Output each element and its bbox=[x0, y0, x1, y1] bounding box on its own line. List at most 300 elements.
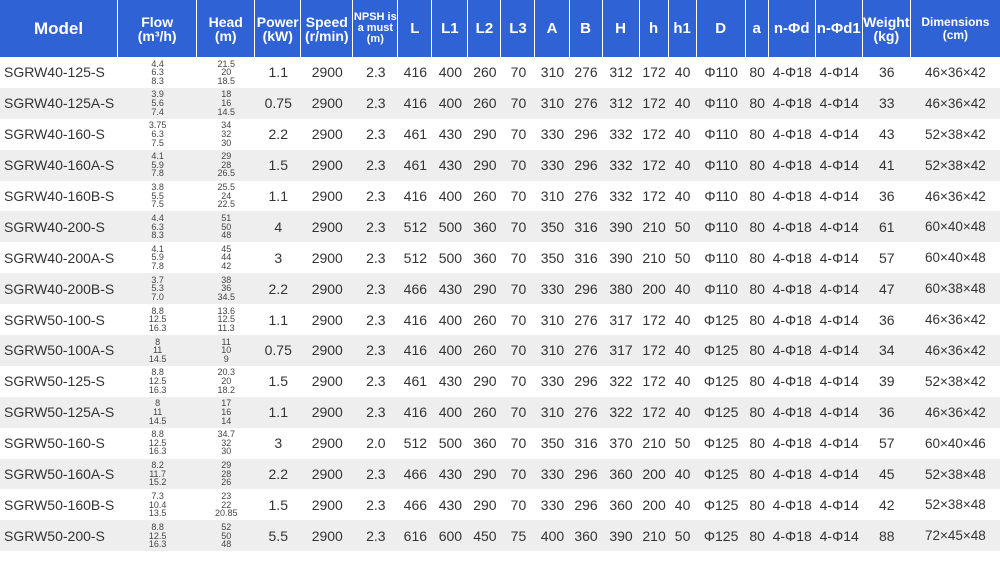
cell-value-line: 7.8 bbox=[151, 168, 164, 179]
cell-h: 380 bbox=[603, 273, 640, 304]
cell-h: 332 bbox=[603, 119, 640, 150]
cell-l3: 70 bbox=[501, 181, 535, 212]
cell-power: 3 bbox=[255, 242, 301, 273]
cell-flow bbox=[118, 397, 197, 428]
cell-weight: 39 bbox=[863, 366, 911, 397]
cell-flow bbox=[118, 520, 197, 551]
cell-weight: 57 bbox=[863, 242, 911, 273]
cell-d: Φ110 bbox=[697, 57, 746, 88]
cell-head bbox=[197, 150, 255, 181]
cell-value-line: 22.5 bbox=[217, 199, 235, 210]
cell-l1: 500 bbox=[432, 242, 468, 273]
cell-model: SGRW50-160A-S bbox=[0, 459, 118, 490]
cell-h: 172 bbox=[640, 181, 669, 212]
cell-value-line: 32 bbox=[221, 128, 232, 139]
cell-a: 80 bbox=[746, 397, 769, 428]
cell-b: 296 bbox=[570, 459, 603, 490]
cell-value-line: 11 bbox=[221, 336, 231, 347]
cell-h: 322 bbox=[603, 397, 640, 428]
column-header-l3 bbox=[501, 0, 535, 57]
cell-value-line: 51 bbox=[221, 213, 232, 223]
column-header-l bbox=[398, 0, 432, 57]
cell-npsh: 2.3 bbox=[353, 242, 398, 273]
cell-value-line: 7.4 bbox=[151, 106, 164, 117]
cell-h: 210 bbox=[640, 520, 669, 551]
cell-l: 416 bbox=[398, 57, 432, 88]
cell-model: SGRW40-200B-S bbox=[0, 273, 118, 304]
cell-power: 1.1 bbox=[255, 181, 301, 212]
cell-dims: 46×36×42 bbox=[911, 88, 1000, 119]
cell-l: 466 bbox=[398, 489, 432, 520]
cell-value-line: 4.4 bbox=[151, 213, 164, 223]
cell-model: SGRW40-125-S bbox=[0, 57, 118, 88]
cell-value-line: 7.0 bbox=[151, 291, 164, 302]
cell-l: 416 bbox=[398, 181, 432, 212]
cell-b: 276 bbox=[570, 397, 603, 428]
cell-a: 80 bbox=[746, 57, 769, 88]
cell-b: 276 bbox=[570, 57, 603, 88]
cell-l3: 70 bbox=[501, 335, 535, 366]
cell-dims: 60×40×48 bbox=[911, 211, 1000, 242]
cell-l: 416 bbox=[398, 397, 432, 428]
cell-model: SGRW40-125A-S bbox=[0, 88, 118, 119]
cell-value-line: 14.5 bbox=[148, 353, 167, 364]
cell-l2: 290 bbox=[468, 366, 501, 397]
cell-value-line: 14 bbox=[221, 415, 232, 426]
cell-npsh: 2.3 bbox=[353, 489, 398, 520]
cell-weight: 33 bbox=[863, 88, 911, 119]
cell-value-line: 13.6 bbox=[217, 305, 235, 316]
cell-npsh: 2.0 bbox=[353, 428, 398, 459]
cell-value-line: 11 bbox=[152, 345, 163, 356]
cell-b: 276 bbox=[570, 335, 603, 366]
cell-value-line: 29 bbox=[221, 460, 232, 471]
column-header-line: (m) bbox=[214, 27, 237, 44]
cell-power: 4 bbox=[255, 211, 301, 242]
column-header-line: (m³/h) bbox=[137, 27, 177, 44]
cell-value-line: 25.5 bbox=[217, 182, 235, 193]
cell-l2: 290 bbox=[468, 273, 501, 304]
cell-value-line: 8.8 bbox=[151, 367, 164, 378]
table-row bbox=[0, 397, 1000, 428]
cell-weight: 36 bbox=[863, 181, 911, 212]
cell-value-line: 48 bbox=[221, 230, 232, 241]
cell-h: 210 bbox=[640, 211, 669, 242]
column-header-line: a bbox=[752, 19, 761, 37]
cell-value-line: 7.3 bbox=[151, 491, 164, 502]
cell-h: 312 bbox=[603, 88, 640, 119]
cell-head bbox=[197, 57, 255, 88]
cell-power: 3 bbox=[255, 428, 301, 459]
cell-model: SGRW40-160B-S bbox=[0, 181, 118, 212]
cell-nd1: 4-Φ14 bbox=[816, 397, 863, 428]
cell-head bbox=[197, 273, 255, 304]
column-header-line: (kg) bbox=[873, 27, 900, 44]
cell-nd1: 4-Φ14 bbox=[816, 459, 863, 490]
cell-value-line: 20 bbox=[221, 67, 232, 78]
cell-nd: 4-Φ18 bbox=[769, 304, 816, 335]
cell-value-line: 5.9 bbox=[151, 159, 164, 170]
cell-h: 172 bbox=[640, 88, 669, 119]
cell-h: 360 bbox=[603, 459, 640, 490]
cell-nd1: 4-Φ14 bbox=[816, 520, 863, 551]
table-row bbox=[0, 88, 1000, 119]
cell-power: 1.5 bbox=[255, 489, 301, 520]
cell-power: 1.5 bbox=[255, 150, 301, 181]
table-row bbox=[0, 181, 1000, 212]
cell-flow bbox=[118, 150, 197, 181]
cell-nd: 4-Φ18 bbox=[769, 119, 816, 150]
cell-head bbox=[197, 397, 255, 428]
cell-head bbox=[197, 335, 255, 366]
cell-weight: 43 bbox=[863, 119, 911, 150]
cell-nd: 4-Φ18 bbox=[769, 366, 816, 397]
column-header-line: L1 bbox=[441, 19, 459, 37]
cell-nd1: 4-Φ14 bbox=[816, 211, 863, 242]
cell-value-line: 16.3 bbox=[148, 446, 167, 457]
cell-weight: 36 bbox=[863, 397, 911, 428]
cell-value-line: 24 bbox=[221, 190, 232, 201]
cell-npsh: 2.3 bbox=[353, 88, 398, 119]
cell-d: Φ125 bbox=[697, 520, 746, 551]
column-header-line: a must bbox=[357, 22, 394, 34]
cell-value-line: 4.4 bbox=[151, 58, 164, 69]
cell-l: 416 bbox=[398, 335, 432, 366]
cell-dims: 60×40×46 bbox=[911, 428, 1000, 459]
cell-value-line: 23 bbox=[221, 491, 232, 502]
cell-value-line: 34.5 bbox=[217, 291, 235, 302]
cell-l1: 400 bbox=[432, 335, 468, 366]
cell-h1: 50 bbox=[669, 428, 697, 459]
cell-nd: 4-Φ18 bbox=[769, 335, 816, 366]
table-row bbox=[0, 242, 1000, 273]
cell-dims: 46×36×42 bbox=[911, 335, 1000, 366]
cell-nd: 4-Φ18 bbox=[769, 211, 816, 242]
cell-l: 461 bbox=[398, 119, 432, 150]
cell-power: 2.2 bbox=[255, 273, 301, 304]
table-row bbox=[0, 366, 1000, 397]
cell-h: 317 bbox=[603, 335, 640, 366]
cell-a: 330 bbox=[535, 366, 569, 397]
cell-a: 350 bbox=[535, 242, 569, 273]
column-header-line: Weight bbox=[863, 13, 910, 30]
cell-value-line: 18.2 bbox=[217, 384, 235, 395]
cell-speed: 2900 bbox=[301, 459, 353, 490]
table-row bbox=[0, 489, 1000, 520]
column-header-a bbox=[746, 0, 769, 57]
cell-value-line: 6.3 bbox=[151, 221, 164, 232]
cell-head bbox=[197, 211, 255, 242]
cell-h1: 50 bbox=[669, 520, 697, 551]
cell-h: 332 bbox=[603, 150, 640, 181]
cell-speed: 2900 bbox=[301, 242, 353, 273]
cell-value-line: 34 bbox=[221, 120, 232, 131]
column-header-b bbox=[570, 0, 603, 57]
cell-a: 310 bbox=[535, 88, 569, 119]
cell-l2: 450 bbox=[468, 520, 501, 551]
column-header-line: B bbox=[580, 19, 591, 37]
cell-value-line: 50 bbox=[221, 530, 232, 541]
cell-h1: 40 bbox=[669, 150, 697, 181]
cell-weight: 41 bbox=[863, 150, 911, 181]
cell-nd1: 4-Φ14 bbox=[816, 181, 863, 212]
cell-flow bbox=[118, 57, 197, 88]
cell-nd1: 4-Φ14 bbox=[816, 428, 863, 459]
cell-value-line: 32 bbox=[221, 437, 232, 448]
cell-weight: 36 bbox=[863, 304, 911, 335]
cell-l2: 260 bbox=[468, 397, 501, 428]
cell-d: Φ125 bbox=[697, 397, 746, 428]
cell-model: SGRW40-200-S bbox=[0, 211, 118, 242]
cell-value-line: 5.6 bbox=[151, 98, 164, 109]
cell-l3: 70 bbox=[501, 242, 535, 273]
cell-b: 276 bbox=[570, 304, 603, 335]
cell-head bbox=[197, 304, 255, 335]
column-header-line: h1 bbox=[673, 19, 691, 37]
cell-model: SGRW50-200-S bbox=[0, 520, 118, 551]
cell-head bbox=[197, 181, 255, 212]
cell-flow bbox=[118, 428, 197, 459]
cell-speed: 2900 bbox=[301, 335, 353, 366]
cell-l3: 70 bbox=[501, 273, 535, 304]
cell-value-line: 8.8 bbox=[151, 305, 164, 316]
cell-a: 80 bbox=[746, 119, 769, 150]
cell-model: SGRW40-160A-S bbox=[0, 150, 118, 181]
cell-b: 316 bbox=[570, 428, 603, 459]
column-header-line: NPSH is bbox=[353, 11, 397, 23]
cell-value-line: 48 bbox=[221, 539, 232, 550]
cell-l: 466 bbox=[398, 459, 432, 490]
cell-value-line: 12.5 bbox=[148, 530, 167, 541]
cell-a: 350 bbox=[535, 211, 569, 242]
cell-a: 80 bbox=[746, 489, 769, 520]
cell-a: 400 bbox=[535, 520, 569, 551]
cell-nd: 4-Φ18 bbox=[769, 397, 816, 428]
cell-l1: 400 bbox=[432, 57, 468, 88]
cell-value-line: 22 bbox=[221, 499, 232, 510]
cell-a: 80 bbox=[746, 335, 769, 366]
cell-value-line: 8.3 bbox=[151, 230, 164, 241]
cell-nd1: 4-Φ14 bbox=[816, 57, 863, 88]
cell-value-line: 7.5 bbox=[151, 199, 164, 210]
cell-speed: 2900 bbox=[301, 489, 353, 520]
cell-a: 310 bbox=[535, 397, 569, 428]
cell-value-line: 5.3 bbox=[151, 283, 164, 294]
cell-value-line: 3.8 bbox=[151, 182, 164, 193]
cell-speed: 2900 bbox=[301, 428, 353, 459]
cell-a: 80 bbox=[746, 150, 769, 181]
cell-d: Φ110 bbox=[697, 88, 746, 119]
cell-value-line: 16.3 bbox=[148, 384, 167, 395]
cell-value-line: 11 bbox=[152, 406, 163, 417]
cell-nd: 4-Φ18 bbox=[769, 489, 816, 520]
cell-flow bbox=[118, 242, 197, 273]
cell-a: 310 bbox=[535, 181, 569, 212]
column-header-line: L2 bbox=[475, 19, 494, 37]
cell-h: 200 bbox=[640, 459, 669, 490]
cell-value-line: 52 bbox=[221, 521, 232, 532]
cell-nd1: 4-Φ14 bbox=[816, 489, 863, 520]
cell-value-line: 13.5 bbox=[148, 508, 167, 519]
column-header-a bbox=[535, 0, 569, 57]
column-header-head bbox=[197, 0, 255, 57]
cell-h: 172 bbox=[640, 397, 669, 428]
cell-dims: 60×38×48 bbox=[911, 273, 1000, 304]
cell-h: 312 bbox=[603, 57, 640, 88]
cell-h1: 50 bbox=[669, 242, 697, 273]
cell-speed: 2900 bbox=[301, 57, 353, 88]
cell-a: 330 bbox=[535, 119, 569, 150]
cell-model: SGRW50-100A-S bbox=[0, 335, 118, 366]
cell-a: 80 bbox=[746, 520, 769, 551]
cell-h1: 40 bbox=[669, 119, 697, 150]
cell-l2: 290 bbox=[468, 489, 501, 520]
cell-l2: 290 bbox=[468, 459, 501, 490]
column-header-nd bbox=[769, 0, 816, 57]
cell-nd1: 4-Φ14 bbox=[816, 242, 863, 273]
cell-l1: 430 bbox=[432, 459, 468, 490]
cell-value-line: 8 bbox=[155, 336, 161, 347]
cell-h1: 50 bbox=[669, 211, 697, 242]
cell-a: 330 bbox=[535, 459, 569, 490]
cell-speed: 2900 bbox=[301, 520, 353, 551]
cell-d: Φ110 bbox=[697, 242, 746, 273]
cell-speed: 2900 bbox=[301, 397, 353, 428]
cell-h1: 40 bbox=[669, 397, 697, 428]
cell-value-line: 3.75 bbox=[148, 120, 167, 131]
cell-npsh: 2.3 bbox=[353, 335, 398, 366]
cell-h: 210 bbox=[640, 242, 669, 273]
cell-d: Φ110 bbox=[697, 119, 746, 150]
cell-l: 616 bbox=[398, 520, 432, 551]
cell-value-line: 16 bbox=[221, 98, 232, 109]
cell-l: 416 bbox=[398, 304, 432, 335]
column-header-line: n-Φd bbox=[773, 19, 810, 37]
cell-h: 322 bbox=[603, 366, 640, 397]
column-header-line: (r/min) bbox=[305, 27, 349, 44]
cell-dims: 52×38×42 bbox=[911, 119, 1000, 150]
cell-h: 332 bbox=[603, 181, 640, 212]
cell-h1: 40 bbox=[669, 335, 697, 366]
column-header-line: h bbox=[648, 19, 659, 37]
cell-speed: 2900 bbox=[301, 88, 353, 119]
cell-value-line: 17 bbox=[221, 398, 232, 409]
cell-b: 360 bbox=[570, 520, 603, 551]
cell-b: 296 bbox=[570, 489, 603, 520]
cell-l2: 260 bbox=[468, 181, 501, 212]
cell-h1: 40 bbox=[669, 304, 697, 335]
column-header-line: Dimensions bbox=[921, 14, 990, 29]
cell-h: 317 bbox=[603, 304, 640, 335]
cell-value-line: 8.8 bbox=[151, 429, 164, 440]
cell-l1: 430 bbox=[432, 273, 468, 304]
cell-model: SGRW50-100-S bbox=[0, 304, 118, 335]
cell-l: 512 bbox=[398, 242, 432, 273]
cell-l2: 360 bbox=[468, 211, 501, 242]
cell-l1: 500 bbox=[432, 211, 468, 242]
cell-l3: 70 bbox=[501, 459, 535, 490]
cell-flow bbox=[118, 119, 197, 150]
cell-d: Φ125 bbox=[697, 304, 746, 335]
cell-dims: 72×45×48 bbox=[911, 520, 1000, 551]
cell-model: SGRW40-200A-S bbox=[0, 242, 118, 273]
cell-dims: 52×38×48 bbox=[911, 459, 1000, 490]
cell-dims: 46×36×42 bbox=[911, 57, 1000, 88]
cell-d: Φ125 bbox=[697, 335, 746, 366]
cell-speed: 2900 bbox=[301, 366, 353, 397]
cell-value-line: 30 bbox=[221, 137, 232, 148]
cell-speed: 2900 bbox=[301, 304, 353, 335]
cell-a: 80 bbox=[746, 88, 769, 119]
column-header-npsh bbox=[353, 0, 398, 57]
cell-power: 0.75 bbox=[255, 335, 301, 366]
cell-l3: 70 bbox=[501, 366, 535, 397]
cell-value-line: 30 bbox=[221, 446, 232, 457]
cell-value-line: 16 bbox=[221, 406, 232, 417]
cell-value-line: 12.5 bbox=[148, 437, 167, 448]
cell-l1: 430 bbox=[432, 150, 468, 181]
cell-dims: 60×40×48 bbox=[911, 242, 1000, 273]
cell-value-line: 3.9 bbox=[151, 89, 164, 100]
cell-a: 310 bbox=[535, 335, 569, 366]
cell-value-line: 4.1 bbox=[151, 151, 164, 162]
table-row bbox=[0, 304, 1000, 335]
column-header-line: n-Φd1 bbox=[816, 19, 861, 37]
cell-head bbox=[197, 459, 255, 490]
cell-flow bbox=[118, 181, 197, 212]
cell-head bbox=[197, 88, 255, 119]
cell-a: 310 bbox=[535, 57, 569, 88]
cell-value-line: 10 bbox=[221, 345, 232, 356]
cell-l3: 70 bbox=[501, 304, 535, 335]
cell-l3: 70 bbox=[501, 150, 535, 181]
cell-speed: 2900 bbox=[301, 119, 353, 150]
cell-a: 80 bbox=[746, 366, 769, 397]
cell-value-line: 42 bbox=[221, 261, 232, 272]
cell-dims: 52×38×42 bbox=[911, 366, 1000, 397]
cell-value-line: 50 bbox=[221, 221, 232, 232]
cell-d: Φ110 bbox=[697, 273, 746, 304]
cell-flow bbox=[118, 366, 197, 397]
cell-nd: 4-Φ18 bbox=[769, 428, 816, 459]
cell-h1: 40 bbox=[669, 88, 697, 119]
cell-nd: 4-Φ18 bbox=[769, 57, 816, 88]
cell-power: 2.2 bbox=[255, 459, 301, 490]
cell-npsh: 2.3 bbox=[353, 119, 398, 150]
column-header-line: L3 bbox=[509, 19, 527, 37]
cell-value-line: 7.5 bbox=[151, 137, 164, 148]
column-header-line: A bbox=[546, 19, 558, 37]
column-header-line: (cm) bbox=[942, 27, 969, 42]
cell-speed: 2900 bbox=[301, 181, 353, 212]
cell-value-line: 34.7 bbox=[217, 429, 235, 440]
cell-value-line: 20.85 bbox=[214, 508, 238, 519]
table-row bbox=[0, 428, 1000, 459]
cell-npsh: 2.3 bbox=[353, 150, 398, 181]
cell-l3: 70 bbox=[501, 211, 535, 242]
column-header-nd1 bbox=[816, 0, 863, 57]
cell-a: 80 bbox=[746, 181, 769, 212]
column-header-line: (kW) bbox=[262, 27, 293, 44]
cell-nd: 4-Φ18 bbox=[769, 459, 816, 490]
cell-h: 210 bbox=[640, 428, 669, 459]
cell-h: 172 bbox=[640, 366, 669, 397]
cell-dims: 52×38×48 bbox=[911, 489, 1000, 520]
cell-weight: 47 bbox=[863, 273, 911, 304]
column-header-speed bbox=[301, 0, 353, 57]
cell-l: 512 bbox=[398, 211, 432, 242]
header-row bbox=[0, 0, 1000, 57]
